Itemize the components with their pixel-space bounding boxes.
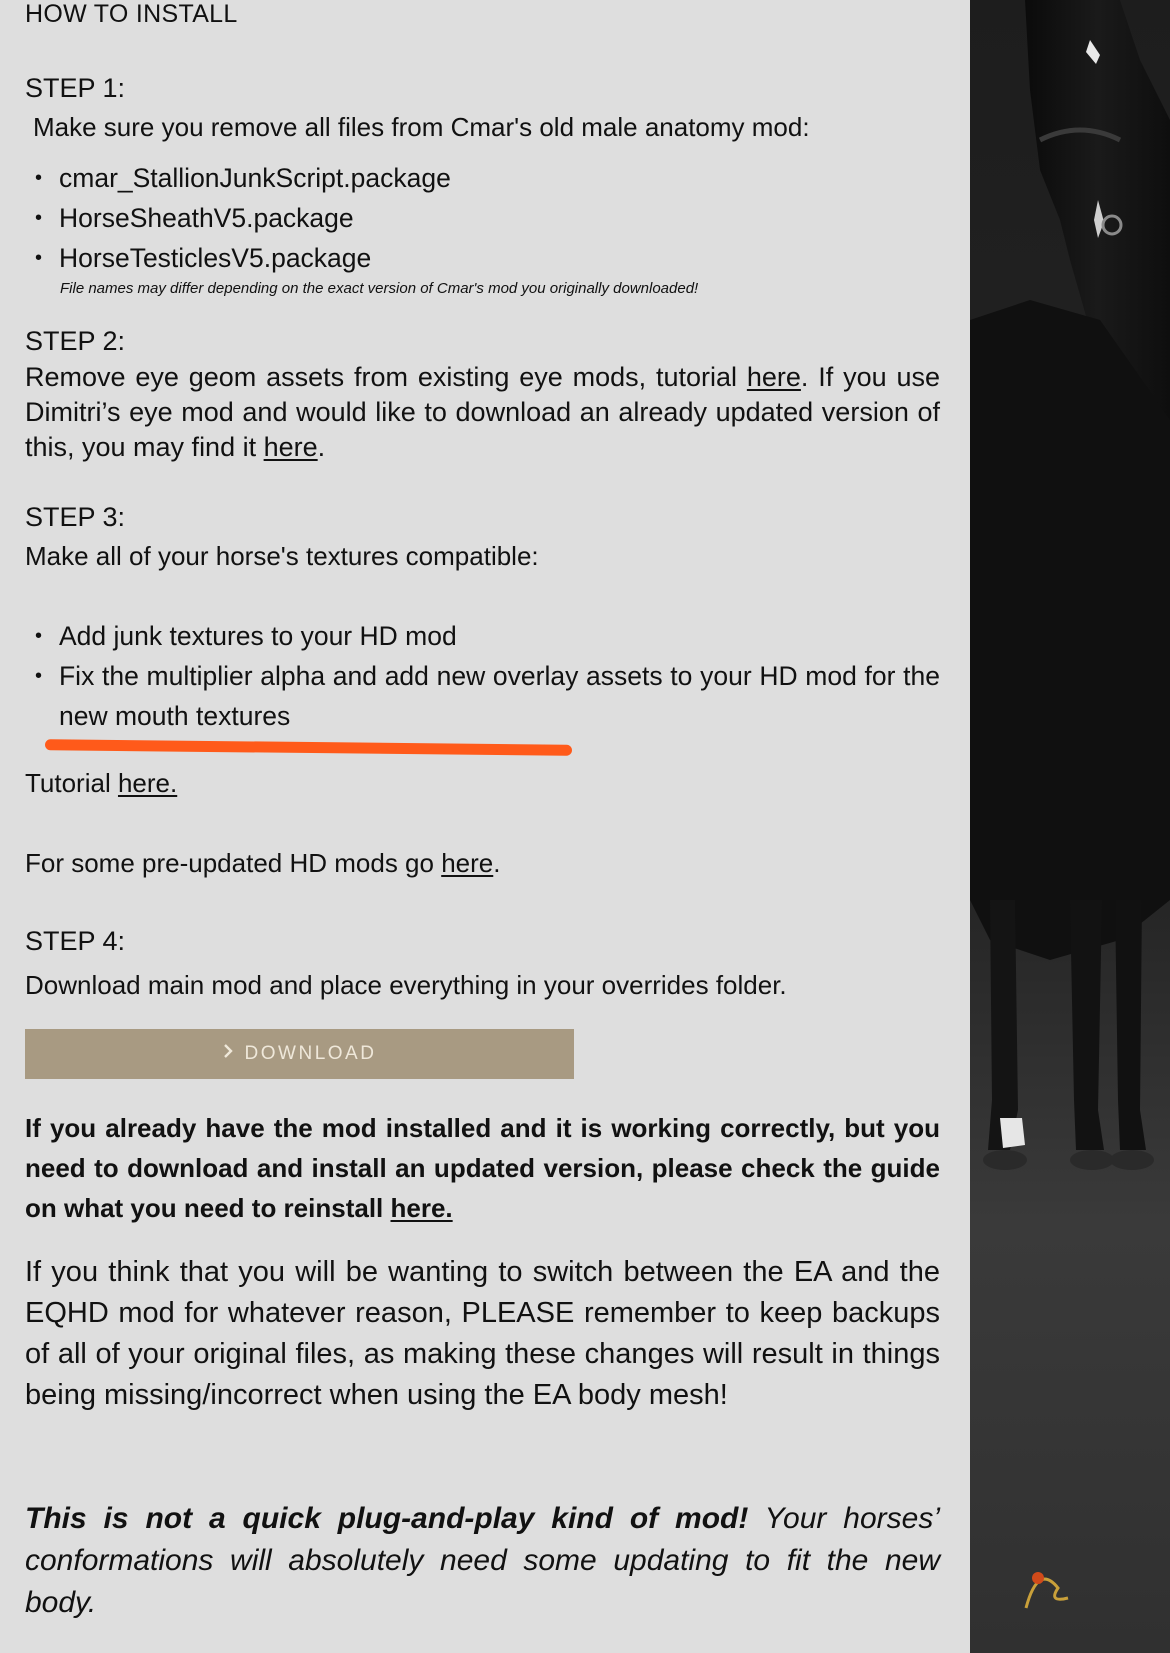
highlight-annotation bbox=[45, 739, 572, 756]
step1-file-list bbox=[25, 158, 451, 278]
backup-warning: If you think that you will be wanting to switch between the EA and the EQHD mod for whatever reason, PLEASE remember to keep backups of all of your original files, as making these changes will result in things being missing/incorrect when using the EA body mesh! bbox=[25, 1256, 940, 1411]
list-item: • HorseTesticlesV5.package bbox=[25, 238, 451, 278]
download-button[interactable] bbox=[25, 1029, 574, 1079]
texture-tutorial-link[interactable]: here. bbox=[117, 768, 178, 798]
step2-title: STEP 2: bbox=[25, 326, 126, 356]
eye-tutorial-link[interactable]: here bbox=[746, 362, 801, 392]
reinstall-guide-link[interactable]: here. bbox=[390, 1193, 453, 1223]
step2-text: Remove eye geom assets from existing eye mods, tutorial here. If you use Dimitri’s eye mod and would like to download an already updated version of this, you may find it here. bbox=[25, 362, 940, 462]
update-note: If you already have the mod installed and it is working correctly, but you need to download and install an updated version, please check the guide on what you need to reinstall here. bbox=[25, 1113, 940, 1223]
closing-note: This is not a quick plug-and-play kind of mod! Your horses’ conformations will absolutely need some updating to fit the new body. bbox=[25, 1502, 940, 1619]
watermark-logo bbox=[1018, 1558, 1128, 1621]
preupdated-line: For some pre-updated HD mods go here. bbox=[25, 848, 501, 878]
step3-list bbox=[25, 616, 940, 736]
closing-bold: This is not a quick plug-and-play kind of mod! bbox=[25, 1502, 749, 1535]
list-item: • HorseSheathV5.package bbox=[25, 198, 451, 238]
step1-title: STEP 1: bbox=[25, 73, 126, 103]
step4-text: Download main mod and place everything in your overrides folder. bbox=[25, 970, 787, 1000]
step4-title: STEP 4: bbox=[25, 926, 126, 956]
hd-mods-link[interactable]: here bbox=[441, 848, 494, 878]
download-button-label: DOWNLOAD bbox=[244, 1043, 377, 1064]
step1-text: Make sure you remove all files from Cmar's old male anatomy mod: bbox=[33, 112, 810, 142]
page-title: HOW TO INSTALL bbox=[25, 0, 238, 28]
step3-title: STEP 3: bbox=[25, 502, 126, 532]
eye-mod-download-link[interactable]: here bbox=[263, 432, 318, 462]
step3-text: Make all of your horse's textures compatible: bbox=[25, 541, 539, 571]
list-item: • Fix the multiplier alpha and add new overlay assets to your HD mod for the new mouth textures bbox=[25, 656, 940, 736]
list-item: • cmar_StallionJunkScript.package bbox=[25, 158, 451, 198]
list-item: • Add junk textures to your HD mod bbox=[25, 616, 940, 656]
chevron-right-icon bbox=[223, 1043, 233, 1065]
step1-note: File names may differ depending on the exact version of Cmar's mod you originally downloaded! bbox=[60, 280, 699, 297]
horse-photo bbox=[970, 0, 1170, 1653]
tutorial-line: Tutorial here. bbox=[25, 768, 178, 798]
